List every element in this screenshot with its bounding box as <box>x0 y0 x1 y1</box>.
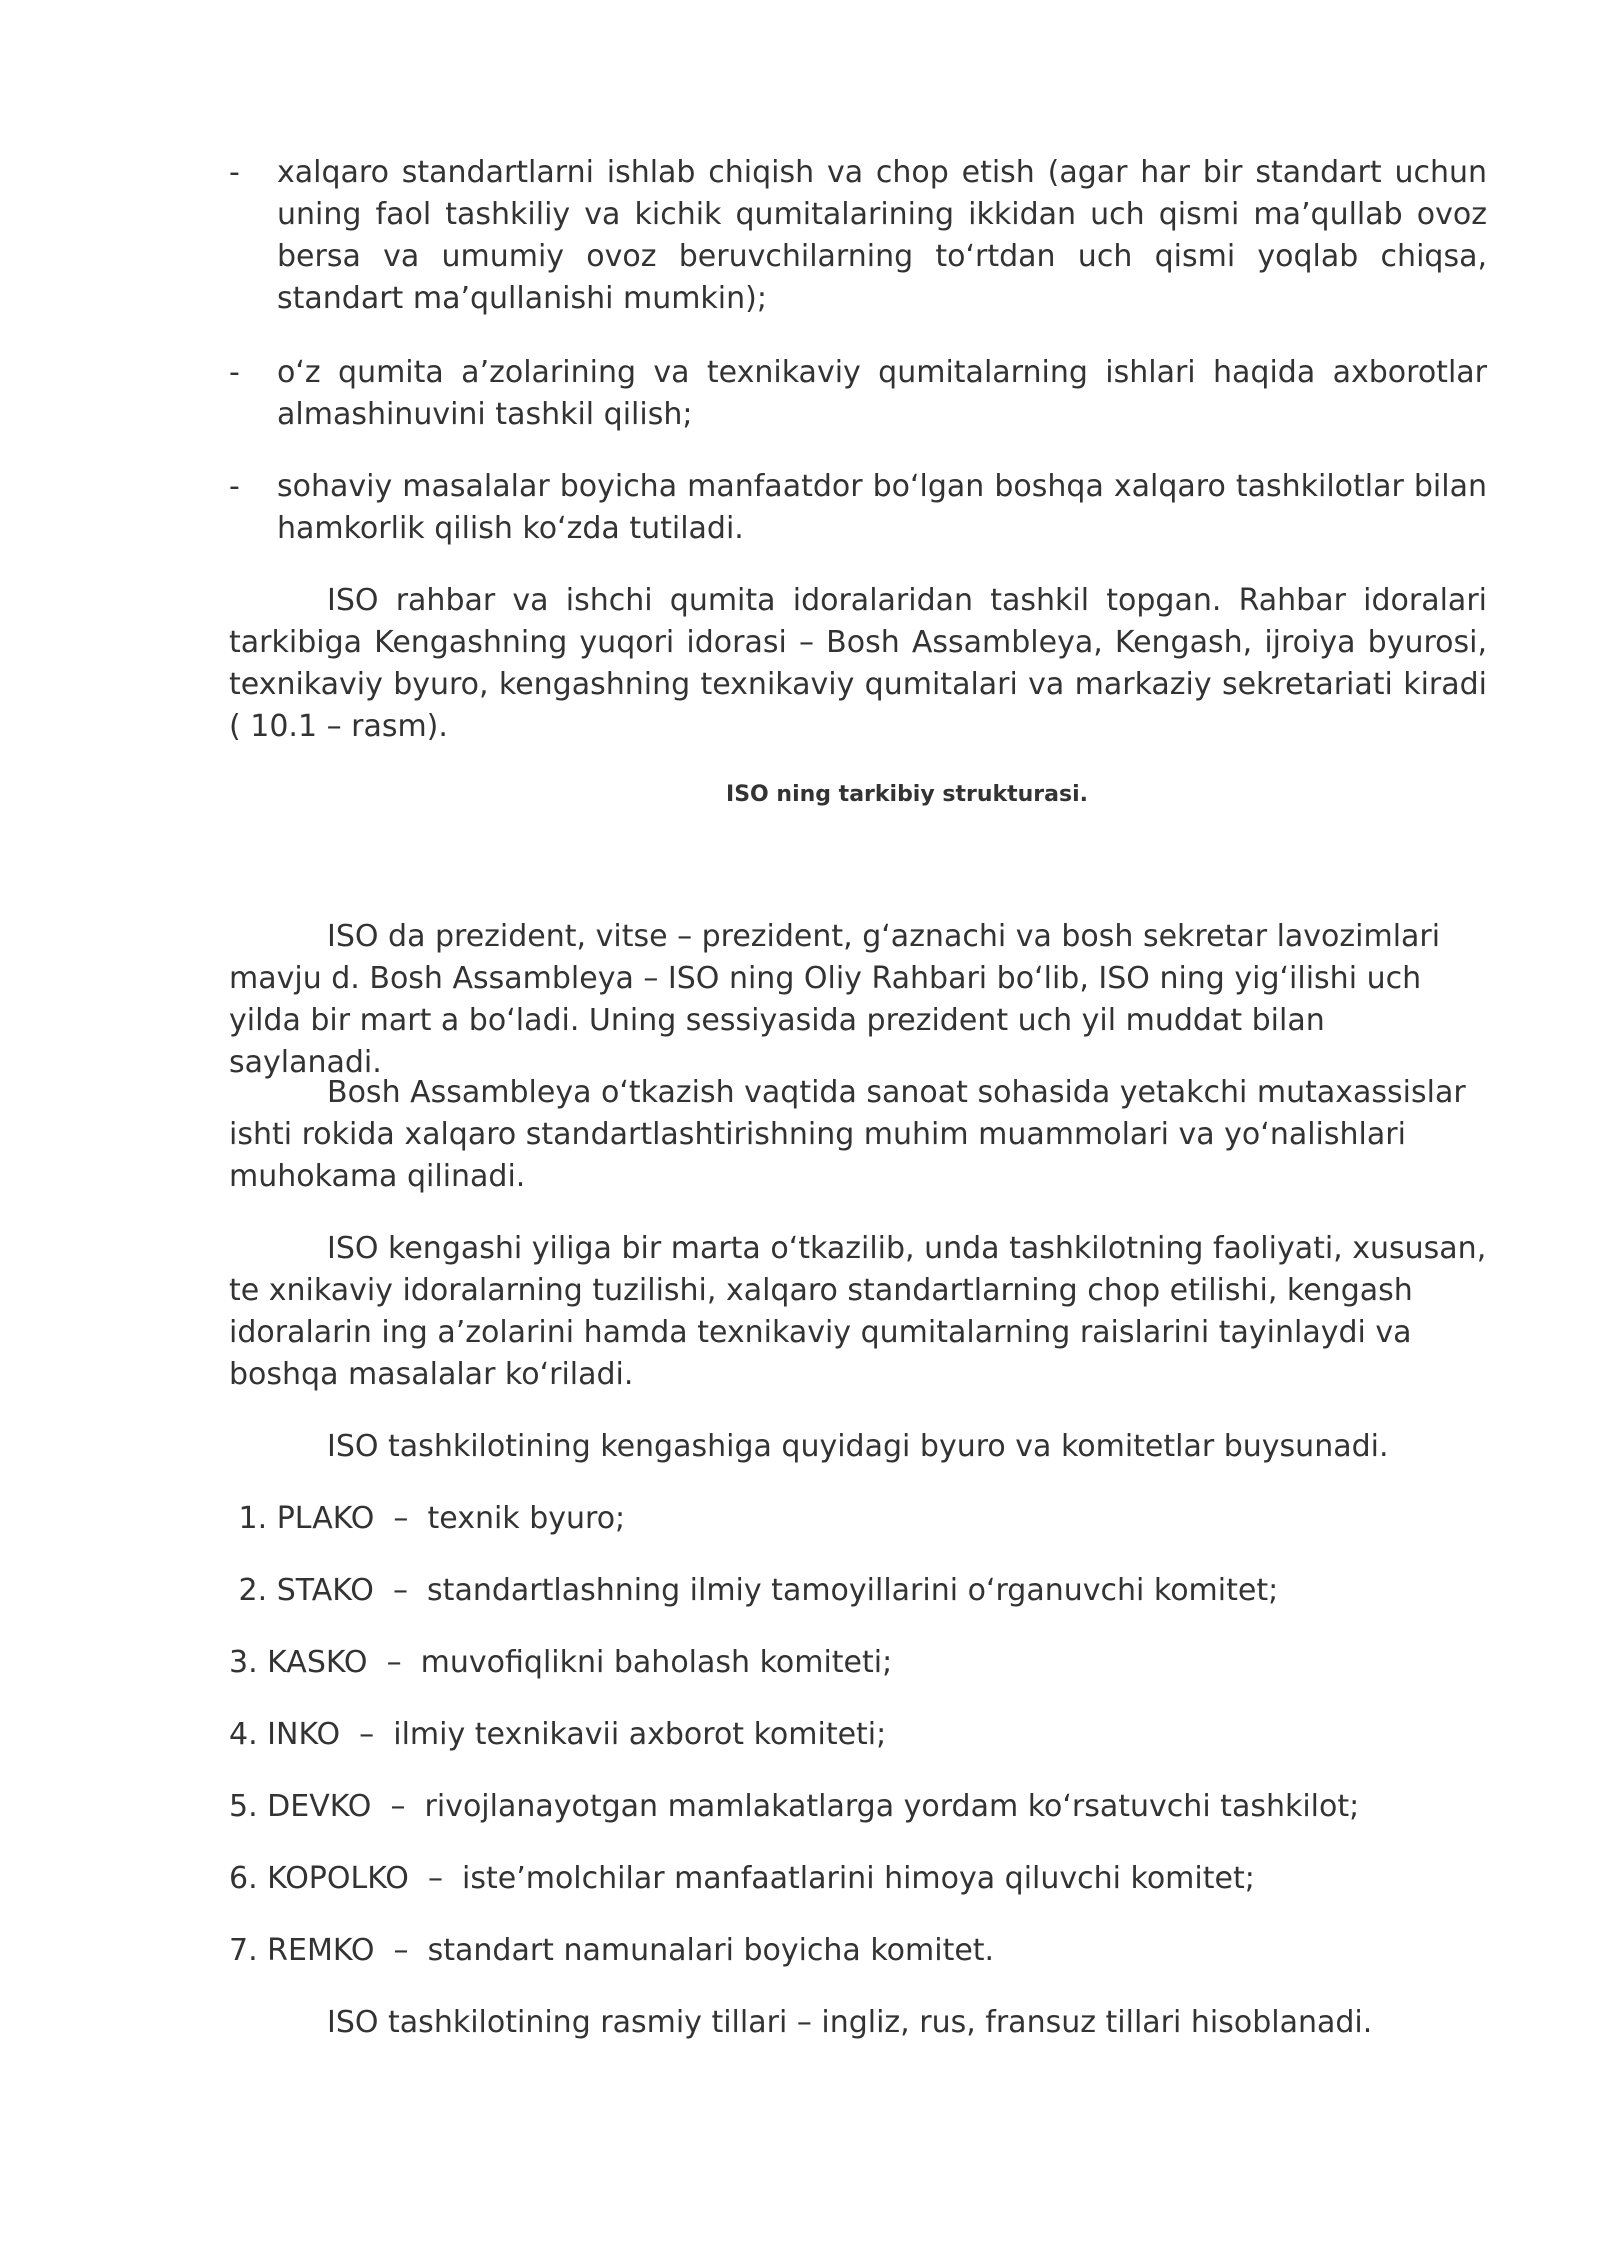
paragraph-assembly: Bosh Assambleya o‘tkazish vaqtida sanoat sohasida yetakchi mutaxassislar ishti rokida xalqaro standartlashtirishning muhim muammolari va yo‘nalishlari muhokama qilinadi. <box>229 1075 1466 1194</box>
committee-item: 7. REMKO – standart namunalari boyicha komitet. <box>229 1933 995 1968</box>
bullet-item <box>229 352 1487 436</box>
figure-caption: ISO ning tarkibiy strukturasi. <box>726 782 1088 807</box>
bullet-text: xalqaro standartlarni ishlab chiqish va chop etish (agar har bir standart uchun uning faol tashkiliy va kichik qumitalarining ikkidan uch qismi ma’qullab ovoz bersa va umumiy ovoz beruvchilarning to‘rtdan uch qismi yoqlab chiqsa, standart ma’qullanishi mumkin); <box>277 155 1487 316</box>
bullet-item <box>229 152 1487 320</box>
paragraph-bureaus-intro: ISO tashkilotining kengashiga quyidagi byuro va komitetlar buysunadi. <box>327 1429 1389 1464</box>
paragraph-iso-structure: ISO rahbar va ishchi qumita idoralaridan tashkil topgan. Rahbar idoralari tarkibiga Kengashning yuqori idorasi – Bosh Assambleya, Kengash, ijroiya byurosi, texnikaviy byuro, kengashning texnikaviy qumitalari va markaziy sekretariati kiradi ( 10.1 – rasm). <box>229 583 1487 744</box>
committee-item: 5. DEVKO – rivojlanayotgan mamlakatlarga yordam ko‘rsatuvchi tashkilot; <box>229 1789 1360 1824</box>
bullet-text: o‘z qumita a’zolarining va texnikaviy qumitalarning ishlari haqida axborotlar almashinuvini tashkil qilish; <box>277 355 1487 432</box>
bullet-text: sohaviy masalalar boyicha manfaatdor bo‘lgan boshqa xalqaro tashkilotlar bilan hamkorlik qilish ko‘zda tutiladi. <box>277 469 1487 546</box>
paragraph-president: ISO da prezident, vitse – prezident, g‘aznachi va bosh sekretar lavozimlari mavju d. Bosh Assambleya – ISO ning Oliy Rahbari bo‘lib, ISO ning yig‘ilishi uch yilda bir mart a bo‘ladi. Uning sessiyasida prezident uch yil muddat bilan saylanadi. <box>229 919 1441 1080</box>
committee-item: 1. PLAKO – texnik byuro; <box>229 1501 626 1536</box>
bullet-marker: - <box>229 469 240 504</box>
committee-item: 3. KASKO – muvofiqlikni baholash komiteti; <box>229 1645 893 1680</box>
paragraph-languages: ISO tashkilotining rasmiy tillari – ingliz, rus, fransuz tillari hisoblanadi. <box>327 2005 1373 2040</box>
committee-item: 2. STAKO – standartlashning ilmiy tamoyillarini o‘rganuvchi komitet; <box>229 1573 1279 1608</box>
bullet-item <box>229 466 1487 550</box>
committee-item: 6. KOPOLKO – iste’molchilar manfaatlarini himoya qiluvchi komitet; <box>229 1861 1255 1896</box>
committee-item: 4. INKO – ilmiy texnikavii axborot komiteti; <box>229 1717 887 1752</box>
bullet-marker: - <box>229 155 240 190</box>
paragraph-council: ISO kengashi yiliga bir marta o‘tkazilib, unda tashkilotning faoliyati, xususan, te xnikaviy idoralarning tuzilishi, xalqaro standartlarning chop etilishi, kengash idoralarin ing a’zolarini hamda texnikaviy qumitalarning raislarini tayinlaydi va boshqa masalalar ko‘riladi. <box>229 1231 1487 1392</box>
bullet-marker: - <box>229 355 240 390</box>
